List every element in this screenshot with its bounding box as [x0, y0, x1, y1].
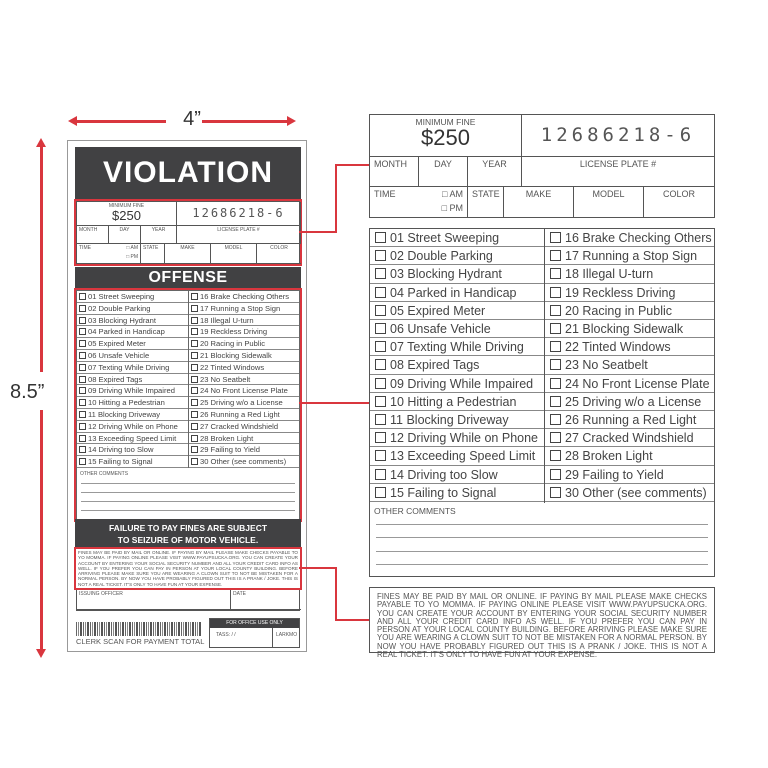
month-field-large[interactable]: MONTH	[370, 157, 419, 187]
large-offense-item[interactable]	[545, 375, 714, 393]
license-plate-field-large[interactable]: LICENSE PLATE #	[522, 157, 714, 187]
checkbox-icon[interactable]	[191, 387, 198, 394]
offense-label: 08 Expired Tags	[390, 358, 480, 373]
offense-label: 07 Texting While Driving	[390, 340, 524, 355]
checkbox-icon[interactable]	[191, 411, 198, 418]
large-offense-item[interactable]	[370, 284, 544, 302]
large-offense-item[interactable]	[370, 447, 544, 465]
offense-label: 26 Running a Red Light	[565, 413, 697, 427]
offense-list-enlarged	[369, 228, 715, 577]
offense-label: 05 Expired Meter	[390, 303, 486, 318]
offense-label: 30 Other (see comments)	[200, 457, 287, 467]
checkbox-icon[interactable]	[191, 446, 198, 453]
small-offense-item[interactable]	[189, 409, 299, 421]
offense-label: 13 Exceeding Speed Limit	[390, 449, 536, 464]
checkbox-icon[interactable]	[550, 341, 561, 352]
other-comments-label-large: OTHER COMMENTS	[374, 506, 456, 516]
warning-line-2: TO SEIZURE OF MOTOR VEHICLE.	[117, 535, 259, 545]
offense-label: 13 Exceeding Speed Limit	[88, 433, 177, 443]
state-field[interactable]: STATE	[141, 244, 165, 264]
issuing-officer-field[interactable]: ISSUING OFFICER	[77, 590, 231, 610]
office-use-header: FOR OFFICE USE ONLY	[210, 619, 299, 628]
offense-label: 14 Driving too Slow	[390, 467, 498, 482]
small-offense-item[interactable]	[77, 421, 188, 433]
make-field[interactable]: MAKE	[165, 244, 211, 264]
offense-label: 12 Driving While on Phone	[390, 431, 538, 446]
checkbox-icon[interactable]	[375, 432, 386, 443]
small-offense-item[interactable]	[77, 315, 188, 327]
clerk-scan-label: CLERK SCAN FOR PAYMENT TOTAL	[76, 637, 205, 646]
checkbox-icon[interactable]	[79, 435, 86, 442]
offense-label: 28 Broken Light	[565, 449, 653, 464]
offense-label: 01 Street Sweeping	[390, 231, 500, 245]
checkbox-icon[interactable]	[375, 250, 386, 261]
height-label: 8.5”	[10, 381, 45, 403]
time-label: TIME	[79, 245, 91, 251]
large-offense-item[interactable]	[545, 229, 714, 247]
pm-label: PM	[449, 203, 463, 213]
small-offense-item[interactable]	[189, 433, 299, 445]
width-label: 4”	[183, 108, 201, 130]
warning-line-1: FAILURE TO PAY FINES ARE SUBJECT	[108, 523, 268, 533]
checkbox-icon[interactable]	[550, 414, 561, 425]
large-offense-item[interactable]	[370, 302, 544, 320]
small-offense-item[interactable]	[77, 444, 188, 456]
checkbox-icon[interactable]	[191, 423, 198, 430]
checkbox-icon[interactable]	[79, 411, 86, 418]
large-offense-item[interactable]	[370, 429, 544, 447]
checkbox-icon[interactable]	[375, 359, 386, 370]
checkbox-icon[interactable]	[79, 376, 86, 383]
color-field-large[interactable]: COLOR	[662, 189, 695, 199]
large-offense-item[interactable]	[545, 466, 714, 484]
time-field[interactable]	[77, 244, 141, 264]
checkbox-icon[interactable]	[550, 469, 561, 480]
checkbox-icon[interactable]	[375, 396, 386, 407]
large-offense-item[interactable]	[545, 338, 714, 356]
officer-date-row	[76, 590, 300, 611]
offense-label: 02 Double Parking	[88, 303, 151, 313]
large-offense-item[interactable]	[545, 284, 714, 302]
make-field-large[interactable]: MAKE	[504, 187, 574, 217]
small-offense-item[interactable]	[77, 350, 188, 362]
checkbox-icon[interactable]	[375, 268, 386, 279]
checkbox-icon[interactable]	[191, 364, 198, 371]
large-offense-item[interactable]	[370, 320, 544, 338]
small-offense-item[interactable]	[189, 444, 299, 456]
checkbox-icon[interactable]	[550, 432, 561, 443]
model-field-large[interactable]: MODEL	[574, 187, 644, 217]
offense-label: 18 Illegal U-turn	[565, 267, 654, 282]
large-offense-item[interactable]	[370, 484, 544, 502]
small-offense-item[interactable]	[77, 456, 188, 468]
small-offense-item[interactable]	[77, 303, 188, 315]
large-offense-item[interactable]	[545, 484, 714, 502]
checkbox-icon[interactable]	[550, 378, 561, 389]
offense-label: 08 Expired Tags	[88, 374, 143, 384]
offense-label: 02 Double Parking	[390, 249, 493, 264]
checkbox-icon[interactable]	[550, 305, 561, 316]
checkbox-icon[interactable]	[191, 293, 198, 300]
ticket-title: VIOLATION	[75, 147, 301, 199]
offense-label: 12 Driving While on Phone	[88, 421, 178, 431]
large-offense-item[interactable]	[370, 338, 544, 356]
small-offense-item[interactable]	[189, 421, 299, 433]
checkbox-icon[interactable]	[550, 450, 561, 461]
min-fine-label: MINIMUM FINE	[415, 117, 476, 127]
large-offense-item[interactable]	[370, 375, 544, 393]
small-offense-item[interactable]	[189, 397, 299, 409]
checkbox-icon[interactable]	[79, 446, 86, 453]
time-field-large[interactable]	[370, 187, 468, 217]
min-fine-cell-large	[370, 115, 522, 157]
offense-label: 25 Driving w/o a License	[200, 398, 283, 408]
model-field[interactable]: MODEL	[211, 244, 257, 264]
large-offense-item[interactable]	[545, 320, 714, 338]
offense-label: 06 Unsafe Vehicle	[390, 322, 491, 336]
checkbox-icon[interactable]	[375, 487, 386, 498]
offense-label: 19 Reckless Driving	[200, 327, 268, 337]
large-offense-item[interactable]	[545, 356, 714, 374]
offense-label: 11 Blocking Driveway	[88, 410, 161, 419]
offense-label: 22 Tinted Windows	[565, 340, 671, 355]
min-fine-cell	[77, 202, 177, 226]
large-offense-item[interactable]	[370, 393, 544, 411]
small-offense-item[interactable]	[77, 362, 188, 374]
checkbox-icon[interactable]	[375, 287, 386, 298]
checkbox-icon[interactable]	[191, 435, 198, 442]
offense-label: 07 Texting While Driving	[88, 362, 170, 372]
arrow-right-icon	[287, 116, 296, 126]
checkbox-icon[interactable]	[191, 317, 198, 324]
color-field[interactable]: COLOR	[257, 244, 301, 264]
am-checkbox-large[interactable]: □ AM	[442, 189, 463, 199]
day-field-large[interactable]: DAY	[419, 157, 468, 187]
checkbox-icon[interactable]	[191, 399, 198, 406]
checkbox-icon[interactable]	[79, 340, 86, 347]
small-offense-item[interactable]	[77, 291, 188, 303]
large-offense-item[interactable]	[370, 466, 544, 484]
offense-label: 17 Running a Stop Sign	[200, 303, 281, 313]
offense-label: 27 Cracked Windshield	[200, 421, 279, 431]
checkbox-icon[interactable]	[550, 232, 561, 243]
large-offense-item[interactable]	[545, 447, 714, 465]
small-offense-item[interactable]	[189, 374, 299, 386]
small-offense-item[interactable]	[189, 350, 299, 362]
large-offense-item[interactable]	[545, 393, 714, 411]
pm-checkbox[interactable]: □ PM	[126, 254, 138, 260]
pm-label: PM	[130, 254, 138, 260]
violation-ticket	[67, 140, 307, 652]
large-offense-item[interactable]	[370, 247, 544, 265]
small-offense-item[interactable]	[189, 303, 299, 315]
checkbox-icon[interactable]	[375, 450, 386, 461]
small-offense-item[interactable]	[77, 374, 188, 386]
offense-label: 05 Expired Meter	[88, 339, 146, 349]
year-field-large[interactable]: YEAR	[468, 157, 522, 187]
large-offense-item[interactable]	[545, 302, 714, 320]
small-offense-item[interactable]	[189, 362, 299, 374]
checkbox-icon[interactable]	[79, 328, 86, 335]
checkbox-icon[interactable]	[191, 352, 198, 359]
offense-label: 26 Running a Red Light	[200, 410, 280, 419]
state-field-large[interactable]: STATE	[468, 187, 504, 217]
small-offense-item[interactable]	[77, 385, 188, 397]
offense-header: OFFENSE	[75, 267, 301, 288]
ticket-number-large: 12686218-6	[522, 115, 714, 157]
pm-checkbox-large[interactable]: □ PM	[441, 203, 463, 213]
seizure-warning	[75, 519, 301, 547]
checkbox-icon[interactable]	[375, 414, 386, 425]
offense-label: 24 No Front License Plate	[200, 386, 288, 396]
large-offense-item[interactable]	[545, 429, 714, 447]
small-offense-item[interactable]	[189, 291, 299, 303]
checkbox-icon[interactable]	[79, 352, 86, 359]
small-offense-item[interactable]	[189, 456, 299, 468]
offense-label: 20 Racing in Public	[565, 303, 673, 318]
offense-label: 17 Running a Stop Sign	[565, 249, 698, 264]
checkbox-icon[interactable]	[550, 396, 561, 407]
offense-label: 29 Failing to Yield	[200, 445, 260, 455]
offense-label: 03 Blocking Hydrant	[390, 267, 502, 282]
large-offense-item[interactable]	[545, 247, 714, 265]
checkbox-icon[interactable]	[375, 305, 386, 316]
offense-label: 01 Street Sweeping	[88, 292, 155, 301]
time-label: TIME	[374, 189, 396, 199]
min-fine-value: $250	[112, 208, 141, 223]
checkbox-icon[interactable]	[191, 340, 198, 347]
am-label: AM	[130, 245, 138, 251]
offense-label: 21 Blocking Sidewalk	[565, 322, 684, 336]
offense-label: 30 Other (see comments)	[565, 485, 707, 500]
checkbox-icon[interactable]	[191, 328, 198, 335]
checkbox-icon[interactable]	[79, 293, 86, 300]
checkbox-icon[interactable]	[191, 458, 198, 465]
checkbox-icon[interactable]	[79, 364, 86, 371]
small-offense-item[interactable]	[189, 315, 299, 327]
ticket-number: 12686218-6	[177, 202, 301, 226]
large-offense-item[interactable]	[545, 265, 714, 283]
offense-label: 14 Driving too Slow	[88, 445, 154, 455]
offense-label: 03 Blocking Hydrant	[88, 315, 156, 325]
large-offense-item[interactable]	[370, 356, 544, 374]
large-offense-item[interactable]	[370, 265, 544, 283]
offense-label: 28 Broken Light	[200, 433, 254, 443]
fine-print-small: FINES MAY BE PAID BY MAIL OR ONLINE. IF PAYING BY MAIL PLEASE MAKE CHECKS PAYABLE TO YO MOMMA. IF PAYING ONLINE PLEASE VISIT WWW.PAYUPSUCKA.ORG. YOU CAN CREATE YOUR ACCOUNT BY ENTERING YOUR SOCIAL SECURITY NUMBER AND ALL YOUR CREDIT CARD INFO AS WELL. IF YOU PREFER YOU CAN PAY IN PERSON AT YOUR LOCAL COUNTY BUILDING. BEFORE ARRIVING PLEASE MAKE SURE YOU ARE WEARING A CLOWN SUIT TO NOT BE MISTAKEN FOR A NORMAL PERSON. BY NOW YOU HAVE PROBABLY FIGURED OUT THIS IS A PRANK / JOKE. THIS IS NOT A REAL TICKET. IT'S ONLY TO HAVE FUN AT YOUR EXPENSE.	[78, 550, 298, 587]
fine-print-enlarged	[369, 587, 715, 660]
tass-field: TASS: / /	[216, 632, 236, 638]
min-fine-label: MINIMUM FINE	[108, 203, 145, 209]
offense-label: 10 Hitting a Pedestrian	[390, 394, 517, 409]
checkbox-icon[interactable]	[550, 287, 561, 298]
fine-print-large: FINES MAY BE PAID BY MAIL OR ONLINE. IF PAYING BY MAIL PLEASE MAKE CHECKS PAYABLE TO YO MOMMA. IF PAYING ONLINE PLEASE VISIT WWW.PAYUPSUCKA.ORG. YOU CAN CREATE YOUR ACCOUNT BY ENTERING YOUR SOCIAL SECURITY NUMBER AND ALL YOUR CREDIT CARD INFO AS WELL. IF YOU PREFER YOU CAN PAY IN PERSON AT YOUR LOCAL COUNTY BUILDING. BEFORE ARRIVING PLEASE MAKE SURE YOU ARE WEARING A CLOWN SUIT TO NOT BE MISTAKEN FOR A NORMAL PERSON. BY NOW YOU HAVE PROBABLY FIGURED OUT THIS IS A PRANK / JOKE. THIS IS NOT A REAL TICKET. IT'S ONLY TO HAVE FUN AT YOUR EXPENSE.	[377, 592, 707, 660]
offense-label: 15 Failing to Signal	[390, 485, 497, 500]
am-checkbox[interactable]: □ AM	[126, 245, 138, 251]
offense-label: 10 Hitting a Pedestrian	[88, 398, 165, 408]
offense-label: 06 Unsafe Vehicle	[88, 351, 150, 360]
offense-label: 29 Failing to Yield	[565, 467, 664, 482]
min-fine-value: $250	[421, 125, 470, 150]
offense-label: 18 Illegal U-turn	[200, 315, 254, 325]
small-offense-item[interactable]	[189, 326, 299, 338]
checkbox-icon[interactable]	[375, 232, 386, 243]
offense-label: 27 Cracked Windshield	[565, 431, 694, 446]
offense-label: 15 Failing to Signal	[88, 457, 153, 467]
day-field[interactable]: DAY	[109, 226, 141, 244]
checkbox-icon[interactable]	[79, 423, 86, 430]
office-use-box	[209, 618, 300, 648]
large-offense-item[interactable]	[370, 411, 544, 429]
offense-label: 04 Parked in Handicap	[88, 327, 165, 337]
checkbox-icon[interactable]	[79, 317, 86, 324]
offense-label: 09 Driving While Impaired	[390, 376, 534, 391]
offense-label: 24 No Front License Plate	[565, 376, 710, 391]
offense-label: 11 Blocking Driveway	[390, 413, 509, 427]
checkbox-icon[interactable]	[375, 378, 386, 389]
checkbox-icon[interactable]	[550, 487, 561, 498]
offense-label: 21 Blocking Sidewalk	[200, 351, 272, 360]
checkbox-icon[interactable]	[375, 341, 386, 352]
offense-label: 16 Brake Checking Others	[565, 231, 712, 245]
small-offense-item[interactable]	[77, 433, 188, 445]
checkbox-icon[interactable]	[191, 305, 198, 312]
offense-label: 25 Driving w/o a License	[565, 394, 702, 409]
date-field[interactable]: DATE	[231, 590, 301, 610]
checkbox-icon[interactable]	[79, 387, 86, 394]
checkbox-icon[interactable]	[550, 268, 561, 279]
large-offense-item[interactable]	[545, 411, 714, 429]
small-offense-item[interactable]	[189, 338, 299, 350]
offense-label: 19 Reckless Driving	[565, 285, 676, 300]
other-comments-label: OTHER COMMENTS	[80, 471, 129, 477]
checkbox-icon[interactable]	[191, 376, 198, 383]
offense-label: 22 Tinted Windows	[200, 362, 265, 372]
checkbox-icon[interactable]	[375, 469, 386, 480]
arrow-down-icon	[36, 649, 46, 658]
offense-label: 09 Driving While Impaired	[88, 386, 175, 396]
offense-label: 20 Racing in Public	[200, 339, 266, 349]
am-label: AM	[449, 189, 463, 199]
offense-label: 23 No Seatbelt	[200, 374, 251, 384]
small-offense-item[interactable]	[189, 385, 299, 397]
small-offense-item[interactable]	[77, 326, 188, 338]
small-offense-item[interactable]	[77, 338, 188, 350]
barcode	[76, 622, 201, 636]
checkbox-icon[interactable]	[375, 323, 386, 334]
month-field[interactable]: MONTH	[77, 226, 109, 244]
larkmo-field: LARKMO	[276, 632, 298, 638]
offense-label: 16 Brake Checking Others	[200, 292, 290, 301]
ticket-info-grid	[76, 201, 300, 264]
checkbox-icon[interactable]	[550, 250, 561, 261]
offense-label: 04 Parked in Handicap	[390, 285, 517, 300]
license-plate-field[interactable]: LICENSE PLATE #	[177, 226, 301, 244]
checkbox-icon[interactable]	[550, 323, 561, 334]
year-field[interactable]: YEAR	[141, 226, 177, 244]
large-offense-item[interactable]	[370, 229, 544, 247]
small-offense-item[interactable]	[77, 409, 188, 421]
offense-list-small	[76, 290, 300, 520]
offense-label: 23 No Seatbelt	[565, 358, 648, 373]
checkbox-icon[interactable]	[550, 359, 561, 370]
checkbox-icon[interactable]	[79, 458, 86, 465]
small-offense-item[interactable]	[77, 397, 188, 409]
checkbox-icon[interactable]	[79, 399, 86, 406]
ticket-info-enlarged	[369, 114, 715, 218]
checkbox-icon[interactable]	[79, 305, 86, 312]
